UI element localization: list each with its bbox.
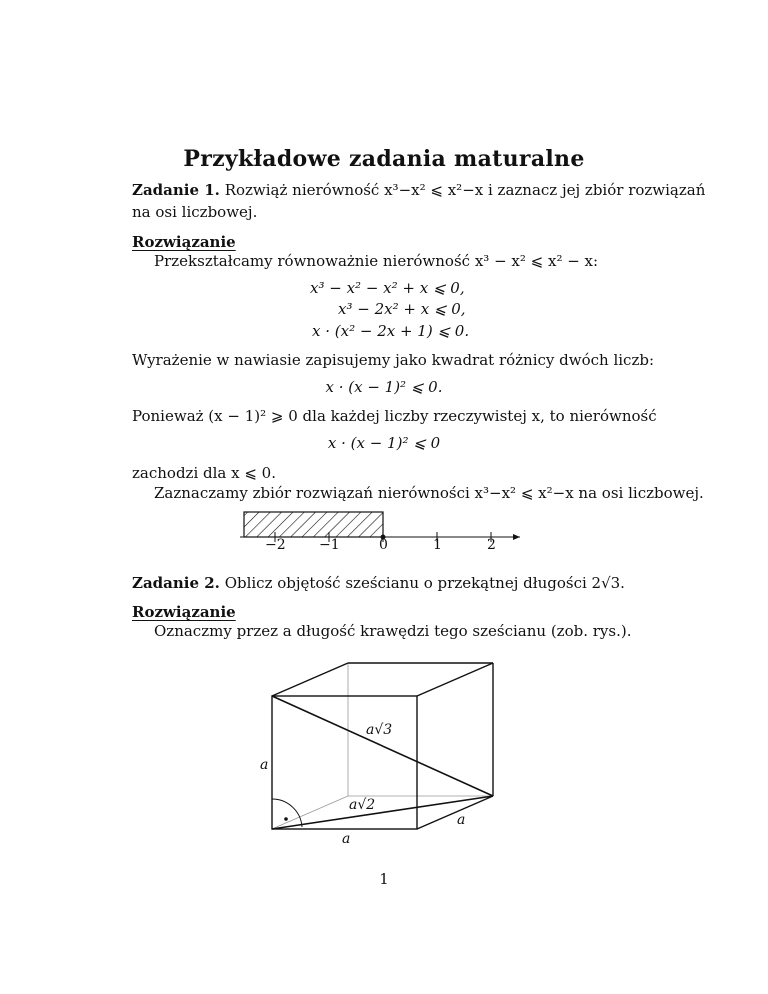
label-edge-right: a xyxy=(457,812,466,828)
solution1-text2: Wyrażenie w nawiasie zapisujemy jako kwadrat różnicy dwóch liczb: xyxy=(132,351,655,369)
tick-label-minus2: −2 xyxy=(265,537,286,553)
solution1-text4: zachodzi dla x ⩽ 0. xyxy=(132,464,276,482)
equation-2: x³ − 2x² + x ⩽ 0, xyxy=(338,300,466,318)
equation-4: x · (x − 1)² ⩽ 0. xyxy=(325,378,443,396)
label-edge-bottom: a xyxy=(342,831,351,847)
solution2-heading: Rozwiązanie xyxy=(132,603,236,621)
tick-label-0: 0 xyxy=(379,537,388,553)
page-title: Przykładowe zadania maturalne xyxy=(183,146,585,172)
task1-label: Zadanie 1. xyxy=(132,181,220,199)
equation-5: x · (x − 1)² ⩽ 0 xyxy=(327,434,441,452)
label-edge-left: a xyxy=(260,757,269,773)
solution2-intro: Oznaczmy przez a długość krawędzi tego sześcianu (zob. rys.). xyxy=(154,622,632,640)
task1-line1 xyxy=(132,181,705,199)
task2-label: Zadanie 2. xyxy=(132,574,220,592)
tick-label-1: 1 xyxy=(433,537,442,553)
solution1-intro: Przekształcamy równoważnie nierówność x³ − x² ⩽ x² − x: xyxy=(154,252,599,270)
label-space-diagonal: a√3 xyxy=(366,722,393,738)
space-diagonal xyxy=(272,696,493,796)
task2-line xyxy=(132,574,625,592)
task1-text-line2: na osi liczbowej. xyxy=(132,203,258,221)
solution1-text3: Ponieważ (x − 1)² ⩾ 0 dla każdej liczby rzeczywistej x, to nierówność xyxy=(132,407,657,425)
tick-label-minus1: −1 xyxy=(319,537,340,553)
right-angle-dot xyxy=(284,817,288,821)
task1-text-line1: Rozwiąż nierówność x³−x² ⩽ x²−x i zaznacz jej zbiór rozwiązań xyxy=(224,181,706,199)
equation-1: x³ − x² − x² + x ⩽ 0, xyxy=(310,279,465,297)
task2-text: Oblicz objętość sześcianu o przekątnej długości 2√3. xyxy=(224,574,625,592)
solution1-text5: Zaznaczamy zbiór rozwiązań nierówności x³−x² ⩽ x²−x na osi liczbowej. xyxy=(154,484,704,502)
page-number: 1 xyxy=(379,870,389,888)
solution-set-hatch xyxy=(244,512,383,537)
cube-figure xyxy=(260,650,510,840)
solution1-heading: Rozwiązanie xyxy=(132,233,236,251)
label-face-diagonal: a√2 xyxy=(349,797,376,813)
tick-label-2: 2 xyxy=(487,537,496,553)
equation-3: x · (x² − 2x + 1) ⩽ 0. xyxy=(312,322,470,340)
axis-arrow-icon xyxy=(513,534,520,540)
